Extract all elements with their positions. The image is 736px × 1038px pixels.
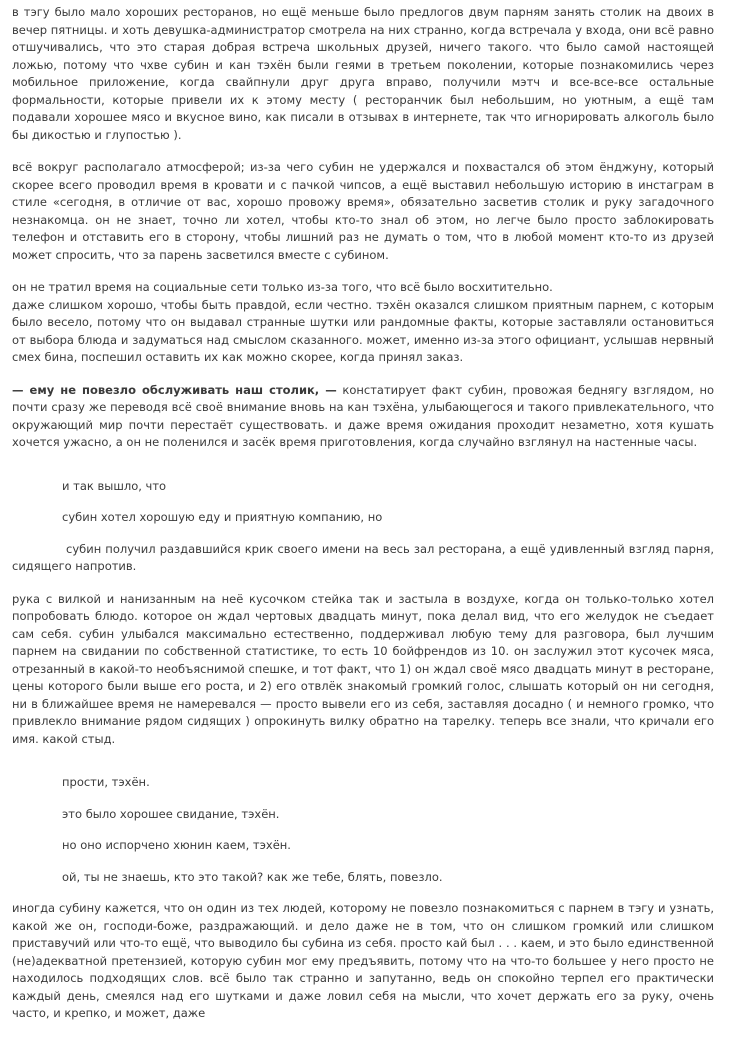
paragraph: иногда субину кажется, что он один из тех людей, которому не повезло познакомиться с парнем в тэгу и узнать, какой же он, господи-боже, раздражающий. и дело даже не в том, что он слишком громкий или слишком приставучий или что-то ещё, что выводило бы субина из себя. просто кай был . . . каем, и это было единственной (не)адекватной претензией, которую субин мог ему предъявить, потому что на что-то большее у него просто не находилось подходящих слов. всё было так странно и запутанно, ведь он спокойно терпел его практически каждый день, смеялся над его шутками и даже ловил себя на мысли, что хочет держать его за руку, очень часто, и крепко, и может, даже [12, 901, 714, 1020]
paragraph: он не тратил время на социальные сети только из-за того, что всё было восхитительно. [12, 280, 553, 294]
story-text [12, 0, 714, 1038]
paragraph: в тэгу было мало хороших ресторанов, но ещё меньше было предлогов двум парням занять столик на двоих в вечер пятницы. и хоть девушка-администратор смотрела на них странно, когда встречала у входа, они всё равно отшучивались, что это старая добрая встреча школьных друзей, ничего такого. что было самой настоящей ложью, потому что чхве субин и кан тэхён были геями в третьем поколении, которые познакомились через мобильное приложение, когда свайпнули друг друга вправо, получили мэтч и все-все-все остальные формальности, которые привели их к этому месту ( ресторанчик был небольшим, но уютным, а ещё там подавали хорошее мясо и вкусное вино, как писали в отзывах в интернете, так что игнорировать алкоголь было бы дикостью и глупостью ). [12, 5, 714, 142]
paragraph: рука с вилкой и нанизанным на неё кусочком стейка так и застыла в воздухе, когда он только-только хотел попробовать блюдо. которое он ждал чертовых двадцать минут, пока делал вид, что его желудок не съедает сам себя. субин улыбался максимально естественно, поддерживал любую тему для разговора, был лучшим парнем на свидании по собственной статистике, то есть 10 бойфрендов из 10. он заслужил этот кусочек мяса, отрезанный в какой-то необъяснимой спешке, и тот факт, что 1) он ждал своё мясо двадцать минут в ресторане, цены которого были выше его роста, и 2) его отвлёк знакомый громкий голос, слышать который он ни сегодня, ни в ближайшее время не намеревался — просто вывели его из себя, заставляя досадно ( и немного громко, что привлекло внимание рядом сидящих ) опрокинуть вилку обратно на тарелку. теперь все знали, что кричали его имя. какой стыд. [12, 591, 714, 746]
indented-line: и так вышло, что [62, 478, 167, 493]
indented-line: прости, тэхён. [62, 775, 150, 789]
paragraph: всё вокруг располагало атмосферой; из-за чего субин не удержался и похвастался об этом ёнджуну, который скорее всего проводил время в кровати и с пачкой чипсов, а ещё выставил небольшую историю в инстаграм в стиле «сегодня, в отличие от вас, хорошо провожу время», обязательно засветив столик и руку загадочного незнакомца. он не знает, точно ли хотел, чтобы кто-то знал об этом, но легче было просто заблокировать телефон и отставить его в сторону, чтобы лишний раз не думать о том, что в любой момент кто-то из друзей может спросить, что за парень засветился вместе с субином. [12, 160, 714, 262]
indented-paragraph [12, 541, 714, 576]
paragraph: даже слишком хорошо, чтобы быть правдой, если честно. тэхён оказался слишком приятным парнем, с которым было весело, потому что он выдавал странные шутки или рандомные факты, которые заставляли остановиться от выбора блюда и задуматься над смыслом сказанного. может, именно из-за этого официант, услышав нервный смех бина, поспешил оставить их как можно скорее, когда принял заказ. [12, 297, 714, 364]
dialogue-paragraph [12, 382, 714, 452]
indented-line: субин хотел хорошую еду и приятную компанию, но [62, 510, 383, 524]
dialogue-line: — ему не повезло обслуживать наш столик, — [12, 382, 337, 397]
indented-paragraph-text: субин получил раздавшийся крик своего имени на весь зал ресторана, а ещё удивленный взгляд парня, сидящего напротив. [12, 541, 714, 573]
indented-line: но оно испорчено хюнин каем, тэхён. [62, 838, 291, 852]
dialogue-narration: констатирует факт субин, провожая беднягу взглядом, но почти сразу же переводя всё своё внимание вновь на кан тэхёна, улыбающегося и такого привлекательного, что окружающий мир почти перестаёт существовать. и даже время ожидания проходит незаметно, хотя кушать хочется ужасно, а он не поленился и засёк время приготовления, когда случайно взглянул на настенные часы. [12, 382, 715, 449]
indented-line: ой, ты не знаешь, кто это такой? как же тебе, блять, повезло. [62, 869, 443, 884]
indented-line: это было хорошее свидание, тэхён. [62, 806, 280, 821]
